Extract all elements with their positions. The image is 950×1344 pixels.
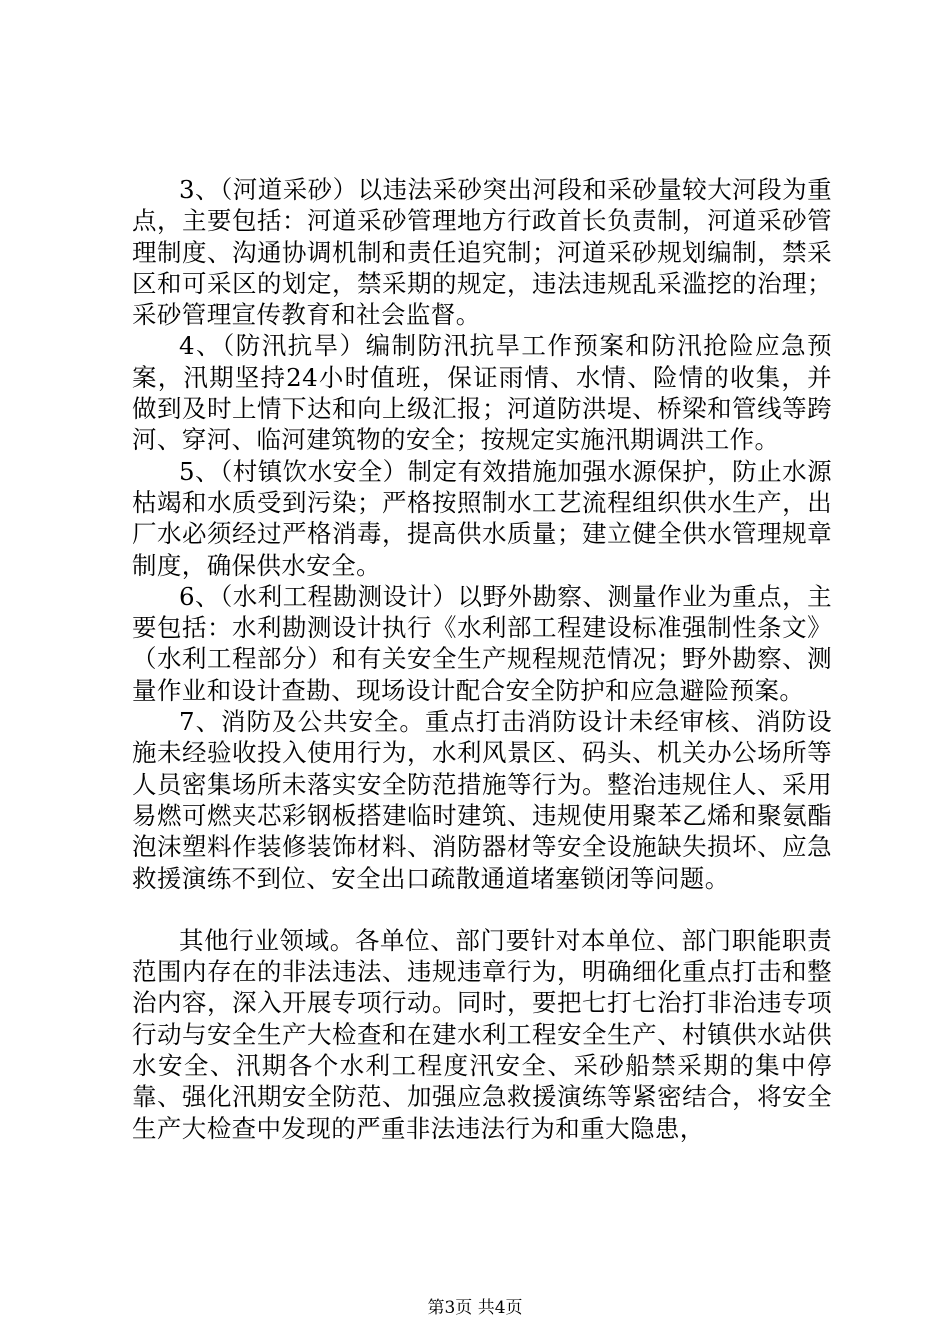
paragraph-spacer bbox=[132, 894, 832, 925]
paragraph-other-industries: 其他行业领域。各单位、部门要针对本单位、部门职能职责范围内存在的非法违法、违规违章行为，明确细化重点打击和整治内容，深入开展专项行动。同时，要把七打七治打非治违专项行动与安全生产大检查和在建水利工程安全生产、村镇供水站供水安全、汛期各个水利工程度汛安全、采砂船禁采期的集中停靠、强化汛期安全防范、加强应急救援演练等紧密结合，将安全生产大检查中发现的严重非法违法行为和重大隐患， bbox=[132, 925, 832, 1143]
paragraph-survey-design: 6、（水利工程勘测设计）以野外勘察、测量作业为重点，主要包括：水利勘测设计执行《水利部工程建设标准强制性条文》（水利工程部分）和有关安全生产规程规范情况；野外勘察、测量作业和设计查勘、现场设计配合安全防护和应急避险预案。 bbox=[132, 581, 832, 705]
document-body bbox=[132, 174, 832, 1144]
paragraph-fire-public-safety: 7、消防及公共安全。重点打击消防设计未经审核、消防设施未经验收投入使用行为，水利风景区、码头、机关办公场所等人员密集场所未落实安全防范措施等行为。整治违规住人、采用易燃可燃夹芯彩钢板搭建临时建筑、违规使用聚苯乙烯和聚氨酯泡沫塑料作装修装饰材料、消防器材等安全设施缺失损坏、应急救援演练不到位、安全出口疏散通道堵塞锁闭等问题。 bbox=[132, 707, 832, 893]
page-number-footer: 第3页 共4页 bbox=[427, 1298, 523, 1318]
paragraph-river-sand-mining: 3、（河道采砂）以违法采砂突出河段和采砂量较大河段为重点，主要包括：河道采砂管理地方行政首长负责制，河道采砂管理制度、沟通协调机制和责任追究制；河道采砂规划编制，禁采区和可采区的划定，禁采期的规定，违法违规乱采滥挖的治理；采砂管理宣传教育和社会监督。 bbox=[132, 175, 832, 330]
paragraph-rural-water-safety: 5、（村镇饮水安全）制定有效措施加强水源保护，防止水源枯竭和水质受到污染；严格按照制水工艺流程组织供水生产，出厂水必须经过严格消毒，提高供水质量；建立健全供水管理规章制度，确保供水安全。 bbox=[132, 456, 832, 580]
paragraph-flood-drought-control: 4、（防汛抗旱）编制防汛抗旱工作预案和防汛抢险应急预案，汛期坚持24小时值班，保证雨情、水情、险情的收集，并做到及时上情下达和向上级汇报；河道防洪堤、桥梁和管线等跨河、穿河、临河建筑物的安全；按规定实施汛期调洪工作。 bbox=[132, 331, 832, 455]
